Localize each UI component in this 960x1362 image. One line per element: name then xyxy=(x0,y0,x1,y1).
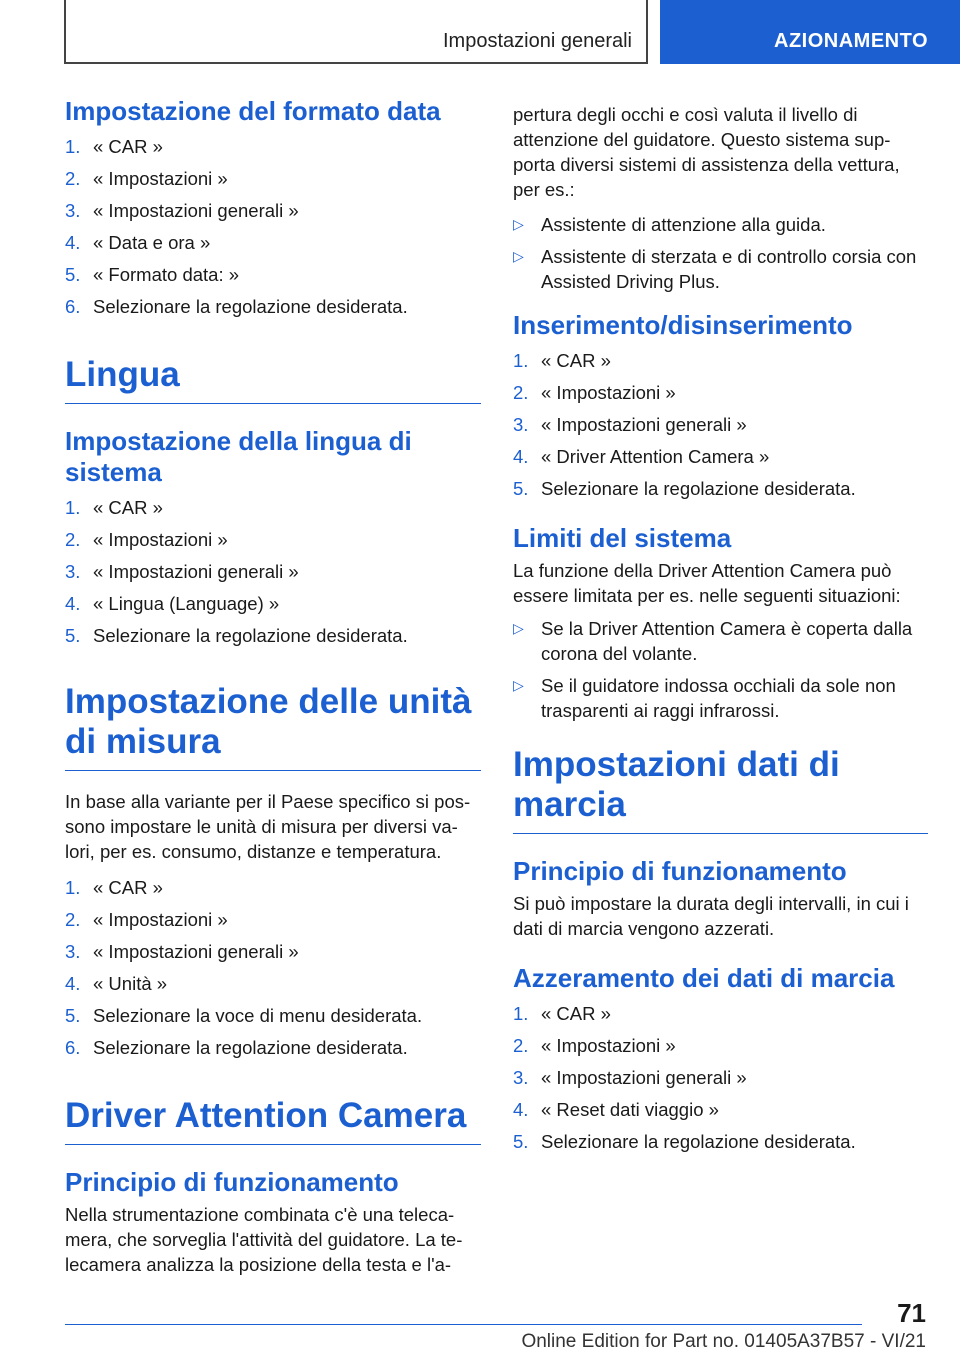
trip-data-text: Si può impostare la durata degli intervalli, in cui i dati di marcia vengono azzerati. xyxy=(513,893,909,939)
driver-camera-heading: Driver Attention Camera xyxy=(65,1096,481,1145)
on-off-steps xyxy=(513,345,928,505)
bullet-item: ▷ Assistente di attenzione alla guida. xyxy=(513,214,826,235)
step: 3. « Impostazioni generali » xyxy=(65,200,299,221)
step: 4. « Lingua (Language) » xyxy=(65,593,280,614)
driver-camera-text: Nella strumentazione combinata c'è una teleca-mera, che sorveglia l'attività del guidatore. La te-lecamera analizza la posizione della testa e l'a- xyxy=(65,1204,463,1275)
left-column xyxy=(65,96,481,1277)
triangle-bullet-icon: ▷ xyxy=(513,248,524,264)
language-heading: Lingua xyxy=(65,355,481,404)
continuation-text: pertura degli occhi e così valuta il livello di attenzione del guidatore. Questo sistema sup-porta diversi sistemi di assistenza della vettura, per es.: xyxy=(513,104,900,200)
step: 2. « Impostazioni » xyxy=(65,168,228,189)
on-off-heading: Inserimento/disinserimento xyxy=(513,310,853,340)
step: 6. Selezionare la regolazione desiderata. xyxy=(65,1037,408,1058)
step: 1. « CAR » xyxy=(65,877,163,898)
right-column xyxy=(513,96,928,1158)
assist-bullets xyxy=(513,212,928,294)
step: 4. « Driver Attention Camera » xyxy=(513,446,770,467)
triangle-bullet-icon: ▷ xyxy=(513,620,524,636)
footer-edition: Online Edition for Part no. 01405A37B57 - VI/21 xyxy=(521,1331,926,1352)
step: 1. « CAR » xyxy=(65,136,163,157)
limits-text: La funzione della Driver Attention Camera può essere limitata per es. nelle seguenti situazioni: xyxy=(513,560,901,606)
driver-camera-subheading: Principio di funzionamento xyxy=(65,1167,399,1197)
step: 2. « Impostazioni » xyxy=(513,382,676,403)
step: 4. « Reset dati viaggio » xyxy=(513,1099,719,1120)
step: 1. « CAR » xyxy=(513,1003,611,1024)
triangle-bullet-icon: ▷ xyxy=(513,216,524,232)
step: 2. « Impostazioni » xyxy=(65,529,228,550)
step: 6. Selezionare la regolazione desiderata. xyxy=(65,296,408,317)
reset-heading: Azzeramento dei dati di marcia xyxy=(513,963,895,993)
section-label: AZIONAMENTO xyxy=(774,30,929,52)
bullet-item: ▷ Se il guidatore indossa occhiali da sole non trasparenti ai raggi infrarossi. xyxy=(513,675,896,721)
header-title-box xyxy=(64,0,648,64)
reset-steps xyxy=(513,998,928,1158)
trip-data-subheading: Principio di funzionamento xyxy=(513,856,847,886)
date-format-heading: Impostazione del formato data xyxy=(65,96,441,126)
step: 5. Selezionare la regolazione desiderata. xyxy=(513,1131,856,1152)
bullet-item: ▷ Se la Driver Attention Camera è coperta dalla corona del volante. xyxy=(513,618,913,664)
units-text: In base alla variante per il Paese specifico si pos-sono impostare le unità di misura per diversi va-lori, per es. consumo, distanze e temperatura. xyxy=(65,791,471,862)
footer-divider xyxy=(65,1324,862,1325)
header-title: Impostazioni generali xyxy=(443,30,632,52)
language-subheading: Impostazione della lingua di sistema xyxy=(65,426,412,487)
step: 3. « Impostazioni generali » xyxy=(65,941,299,962)
step: 3. « Impostazioni generali » xyxy=(65,561,299,582)
units-heading: Impostazione delle unità di misura xyxy=(65,682,481,771)
step: 1. « CAR » xyxy=(65,497,163,518)
units-steps xyxy=(65,872,481,1064)
trip-data-heading: Impostazioni dati di marcia xyxy=(513,745,928,834)
step: 5. Selezionare la regolazione desiderata. xyxy=(513,478,856,499)
step: 4. « Data e ora » xyxy=(65,232,211,253)
date-format-steps xyxy=(65,131,481,323)
language-steps xyxy=(65,492,481,652)
step: 5. Selezionare la regolazione desiderata. xyxy=(65,625,408,646)
step: 2. « Impostazioni » xyxy=(513,1035,676,1056)
step: 3. « Impostazioni generali » xyxy=(513,414,747,435)
step: 3. « Impostazioni generali » xyxy=(513,1067,747,1088)
triangle-bullet-icon: ▷ xyxy=(513,677,524,693)
step: 5. « Formato data: » xyxy=(65,264,240,285)
page-number: 71 xyxy=(897,1298,926,1328)
limits-heading: Limiti del sistema xyxy=(513,523,732,553)
step: 4. « Unità » xyxy=(65,973,168,994)
bullet-item: ▷ Assistente di sterzata e di controllo corsia con Assisted Driving Plus. xyxy=(513,246,917,292)
section-tab xyxy=(660,0,960,64)
step: 1. « CAR » xyxy=(513,350,611,371)
step: 2. « Impostazioni » xyxy=(65,909,228,930)
limits-bullets xyxy=(513,616,928,723)
step: 5. Selezionare la voce di menu desiderata. xyxy=(65,1005,423,1026)
